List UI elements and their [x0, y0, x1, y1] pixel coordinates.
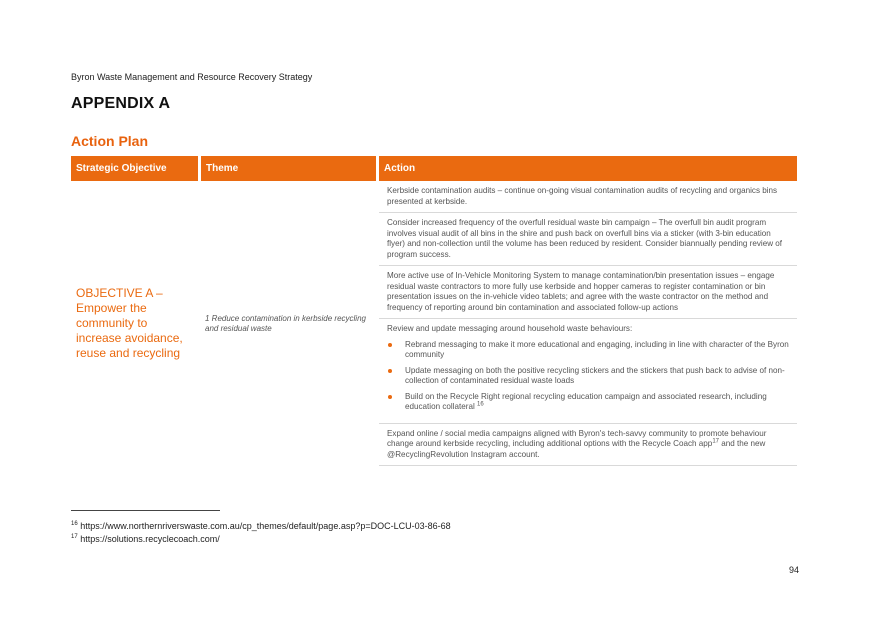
messaging-bullet-list — [387, 340, 789, 413]
header-strategic-objective: Strategic Objective — [71, 156, 201, 181]
action-plan-table — [71, 156, 797, 466]
footnote-link[interactable]: https://www.northernriverswaste.com.au/cp_themes/default/page.asp?p=DOC-LCU-03-86-68 — [77, 521, 451, 531]
theme-cell: 1 Reduce contamination in kerbside recycling and residual waste — [205, 313, 366, 333]
list-item — [387, 366, 789, 387]
action-cell: More active use of In-Vehicle Monitoring System to manage contamination/bin presentation issues – engage residual waste contractors to more fully use kerbside and hopper cameras to register contamination or bin presentation issues on the in-vehicle video tablets; and agree with the waste contractor on the method and frequency of reporting around bin contamination and associated follow-up actions — [379, 266, 797, 319]
bullet-text: Rebrand messaging to make it more educational and engaging, including in line with character of the Byron community — [405, 339, 789, 359]
bullet-text: Build on the Recycle Right regional recycling education campaign and associated research, including education collateral — [405, 391, 767, 411]
header-action: Action — [379, 156, 797, 181]
bullet-icon — [388, 395, 392, 399]
footnote-link[interactable]: https://solutions.recyclecoach.com/ — [77, 534, 220, 544]
action-text-tail: and the new @RecyclingRevolution Instagram account. — [387, 439, 766, 459]
action-cell: Consider increased frequency of the overfull residual waste bin campaign – The overfull bin audit program involves visual audit of all bins in the shire and push back on overfull bins via a sticker (with 3-bin education flyer) and non-collection until the volume has been reduced by resident. Consider biannually pending review of program success. — [379, 213, 797, 266]
footnote-ref: 17 — [712, 438, 719, 445]
footnote — [71, 533, 451, 546]
objective-cell: OBJECTIVE A – Empower the community to increase avoidance, reuse and recycling — [76, 286, 183, 360]
messaging-intro: Review and update messaging around household waste behaviours: — [387, 324, 633, 333]
footnote — [71, 520, 451, 533]
action-cell — [379, 424, 797, 467]
footnote-divider — [71, 510, 220, 511]
bullet-text: Update messaging on both the positive recycling stickers and the stickers that push back to advise of non-collection of contaminated residual waste loads — [405, 365, 785, 385]
bullet-icon — [388, 343, 392, 347]
action-text: Expand online / social media campaigns aligned with Byron's tech-savvy community to promote behaviour change around kerbside recycling, including additional options with the Recycle Coach app — [387, 428, 767, 448]
document-header: Byron Waste Management and Resource Recovery Strategy — [71, 72, 313, 82]
footnotes — [71, 520, 451, 546]
action-cell: Kerbside contamination audits – continue on-going visual contamination audits of recycling and organics bins presented at kerbside. — [379, 181, 797, 213]
bullet-icon — [388, 369, 392, 373]
footnote-number: 16 — [71, 521, 78, 527]
list-item — [387, 392, 789, 413]
list-item — [387, 340, 789, 361]
header-theme: Theme — [201, 156, 379, 181]
section-title: Action Plan — [71, 133, 149, 149]
messaging-action-cell — [379, 319, 797, 424]
table-header-row — [71, 156, 797, 181]
table-row — [71, 181, 797, 213]
footnote-number: 17 — [71, 534, 78, 540]
footnote-ref: 16 — [477, 401, 484, 408]
appendix-title: APPENDIX A — [71, 95, 171, 112]
page-number: 94 — [789, 565, 800, 575]
